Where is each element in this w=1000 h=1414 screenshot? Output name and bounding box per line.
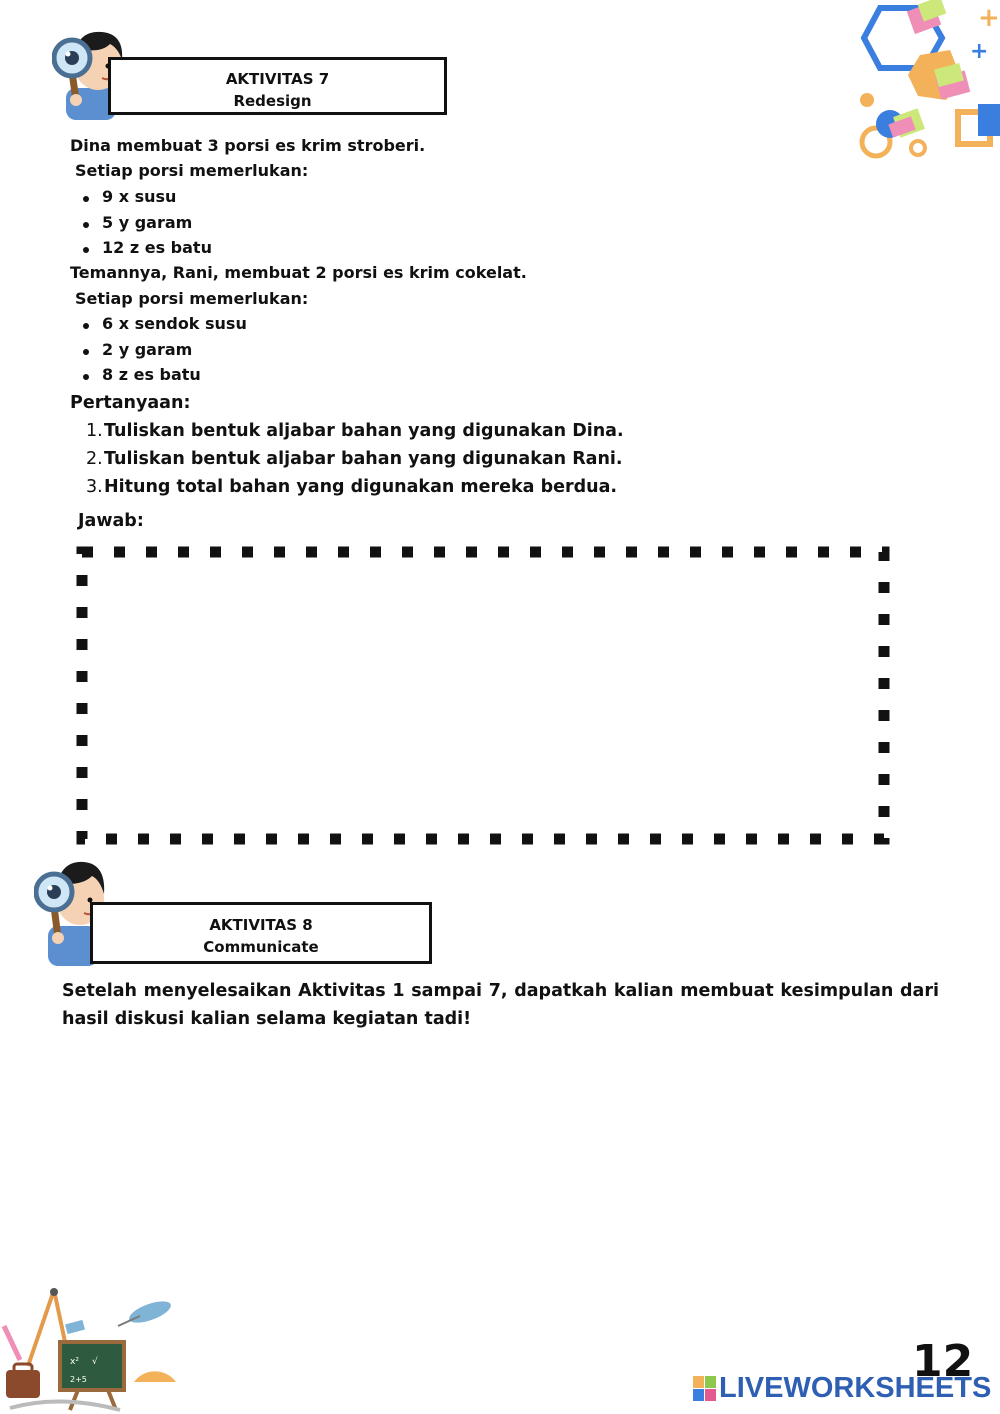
dina-item: 12 z es batu bbox=[102, 238, 212, 257]
answer-box[interactable] bbox=[70, 543, 896, 849]
question-text: Hitung total bahan yang digunakan mereka berdua. bbox=[104, 477, 618, 497]
rani-item: 6 x sendok susu bbox=[102, 314, 247, 333]
liveworksheets-brand[interactable]: LIVEWORKSHEETS bbox=[719, 1372, 992, 1404]
dina-intro: Dina membuat 3 porsi es krim stroberi. bbox=[70, 136, 426, 155]
activity-8-subtitle: Communicate bbox=[203, 938, 319, 956]
svg-text:2+5: 2+5 bbox=[70, 1375, 87, 1384]
activity-8-prompt: Setelah menyelesaikan Aktivitas 1 sampai 7, dapatkah kalian membuat kesimpulan dari hasil diskusi kalian selama kegiatan tadi! bbox=[62, 981, 939, 1029]
question-number: 3. bbox=[86, 477, 103, 497]
question-text: Tuliskan bentuk aljabar bahan yang digunakan Rani. bbox=[104, 449, 623, 469]
school-supplies-decoration bbox=[0, 1286, 180, 1414]
svg-text:+: + bbox=[978, 3, 1000, 33]
dina-portion-label: Setiap porsi memerlukan: bbox=[75, 161, 309, 180]
svg-text:x²: x² bbox=[70, 1357, 79, 1367]
activity-7-subtitle: Redesign bbox=[233, 92, 312, 110]
rani-intro: Temannya, Rani, membuat 2 porsi es krim cokelat. bbox=[70, 263, 527, 282]
question-number: 1. bbox=[86, 421, 103, 441]
answer-label: Jawab: bbox=[78, 511, 144, 531]
questions-label: Pertanyaan: bbox=[70, 393, 191, 413]
dina-item: 9 x susu bbox=[102, 187, 177, 206]
dina-item: 5 y garam bbox=[102, 213, 193, 232]
rani-portion-label: Setiap porsi memerlukan: bbox=[75, 289, 309, 308]
question-text: Tuliskan bentuk aljabar bahan yang digunakan Dina. bbox=[104, 421, 624, 441]
geometric-shapes-decoration bbox=[850, 0, 1000, 165]
activity-8-title: AKTIVITAS 8 bbox=[209, 916, 313, 934]
svg-text:+: + bbox=[970, 39, 989, 64]
page-number: 12 bbox=[912, 1336, 974, 1387]
rani-item: 2 y garam bbox=[102, 340, 193, 359]
activity-8-header bbox=[90, 902, 432, 964]
liveworksheets-logo-icon bbox=[693, 1376, 717, 1402]
question-number: 2. bbox=[86, 449, 103, 469]
svg-text:√: √ bbox=[92, 1357, 98, 1367]
rani-item: 8 z es batu bbox=[102, 365, 201, 384]
activity-7-header bbox=[108, 57, 447, 115]
activity-7-title: AKTIVITAS 7 bbox=[225, 70, 330, 88]
